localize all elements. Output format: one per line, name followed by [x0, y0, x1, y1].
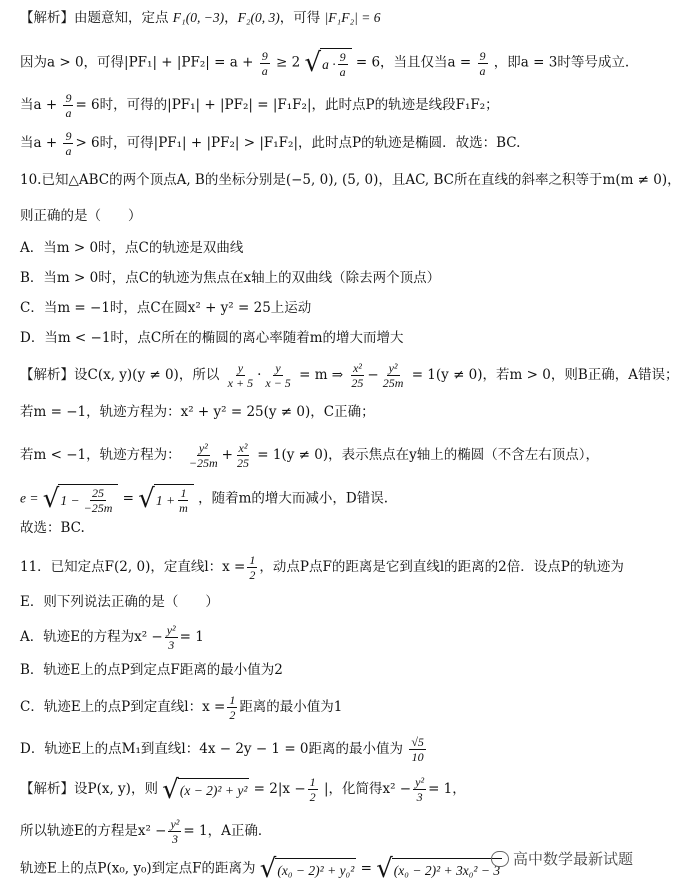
- option-11-c: C．轨迹E上的点P到定直线l：x = $\frac{1}{2}$ 距离的最小值为1: [20, 693, 343, 722]
- option-10-d: D．当m < −1时，点C所在的椭圆的离心率随着m的增大而增大: [20, 330, 404, 346]
- solution-10-answer: 故选：BC.: [20, 520, 85, 536]
- option-11-a: A．轨迹E的方程为x² − $\frac{\text{y²}}{3}$ = 1: [20, 623, 204, 652]
- wechat-icon: [491, 851, 509, 867]
- sqrt-expression: √ a · 9 a: [304, 48, 351, 78]
- question-10-stem: 10.已知△ABC的两个顶点A, B的坐标分别是(−5, 0), (5, 0)，且AC, BC所在直线的斜率之积等于m(m ≠ 0)，: [20, 172, 681, 188]
- watermark: 高中数学最新试题: [491, 848, 633, 869]
- solution-line-4: 当a + $\frac{9}{a}$ > 6时，可得|PF₁| + |PF₂| > |F₁F₂|，此时点P的轨迹是椭圆．故选：BC.: [20, 129, 521, 158]
- option-11-b: B．轨迹E上的点P到定点F距离的最小值为2: [20, 662, 283, 678]
- solution-line-3: 当a + $\frac{9}{a}$ = 6时，可得的|PF₁| + |PF₂| = |F₁F₂|，此时点P的轨迹是线段F₁F₂；: [20, 91, 499, 120]
- question-10-stem-2: 则正确的是（ ）: [20, 208, 142, 224]
- solution-line-1: 【解析】由题意知，定点 F₁(0, −3)，F₂(0, 3)，可得 |F₁F₂| = 6: [20, 10, 381, 26]
- solution-11-line-1: 【解析】设P(x, y)，则 √ (x − 2)² + y² = 2|x − $\frac{1}{2}$ |，化简得x² − $\frac{\text{y²}}{3}$ = 1，: [20, 774, 466, 805]
- question-11-stem: 11．已知定点F(2, 0)，定直线l：x = $\frac{1}{2}$ ，动点P点F的距离是它到直线l的距离的2倍．设点P的轨迹为: [20, 553, 624, 582]
- fraction-9-over-a: $\frac{9}{a}$: [261, 48, 268, 78]
- solution-10-line-3: 若m < −1，轨迹方程为： $\frac{\text{y²}}{-25m}$ + $\frac{\text{x²}}{25}$ = 1(y ≠ 0)，表示焦点在y轴上的椭圆（不含左右顶点），: [20, 441, 599, 470]
- solution-10-line-2: 若m = −1，轨迹方程为：x² + y² = 25(y ≠ 0)，C正确；: [20, 404, 375, 420]
- option-10-a: A．当m > 0时，点C的轨迹是双曲线: [20, 240, 244, 256]
- solution-10-line-4: e = √ 1 − 25 −25m = √ 1 + 1 m ，随着m的增大而减小，D错误.: [20, 484, 388, 515]
- solution-10-line-1: 【解析】设C(x, y)(y ≠ 0)，所以 $\frac{y}{x + 5}$ · $\frac{y}{x - 5}$ = m ⇒ $\frac{\text{x²}}{25}$ − $\frac{\text{y²}}{25m}$ = 1(y ≠ 0)，若m > 0，则B正确，A错误；: [20, 361, 679, 390]
- option-11-d: D．轨迹E上的点M₁到直线l：4x − 2y − 1 = 0距离的最小值为 $\frac{√5}{10}$: [20, 735, 424, 764]
- solution-line-2: 因为a > 0，可得|PF₁| + |PF₂| = a + $\frac{9}{a}$ ≥ 2 √ a · 9 a = 6，当且仅当a = $\frac{9}{a}$ ，即a = 3时等号成立.: [20, 48, 630, 79]
- option-10-b: B．当m > 0时，点C的轨迹为焦点在x轴上的双曲线（除去两个顶点）: [20, 270, 441, 286]
- option-10-c: C．当m = −1时，点C在圆x² + y² = 25上运动: [20, 300, 312, 316]
- question-11-stem-2: E．则下列说法正确的是（ ）: [20, 594, 219, 610]
- solution-11-line-2: 所以轨迹E的方程是x² − $\frac{\text{y²}}{3}$ = 1，A正确．: [20, 817, 272, 846]
- solution-11-line-3: 轨迹E上的点P(x₀, y₀)到定点F的距离为 √ (x₀ − 2)² + y₀² = √ (x₀ − 2)² + 3x₀² − 3: [20, 854, 501, 884]
